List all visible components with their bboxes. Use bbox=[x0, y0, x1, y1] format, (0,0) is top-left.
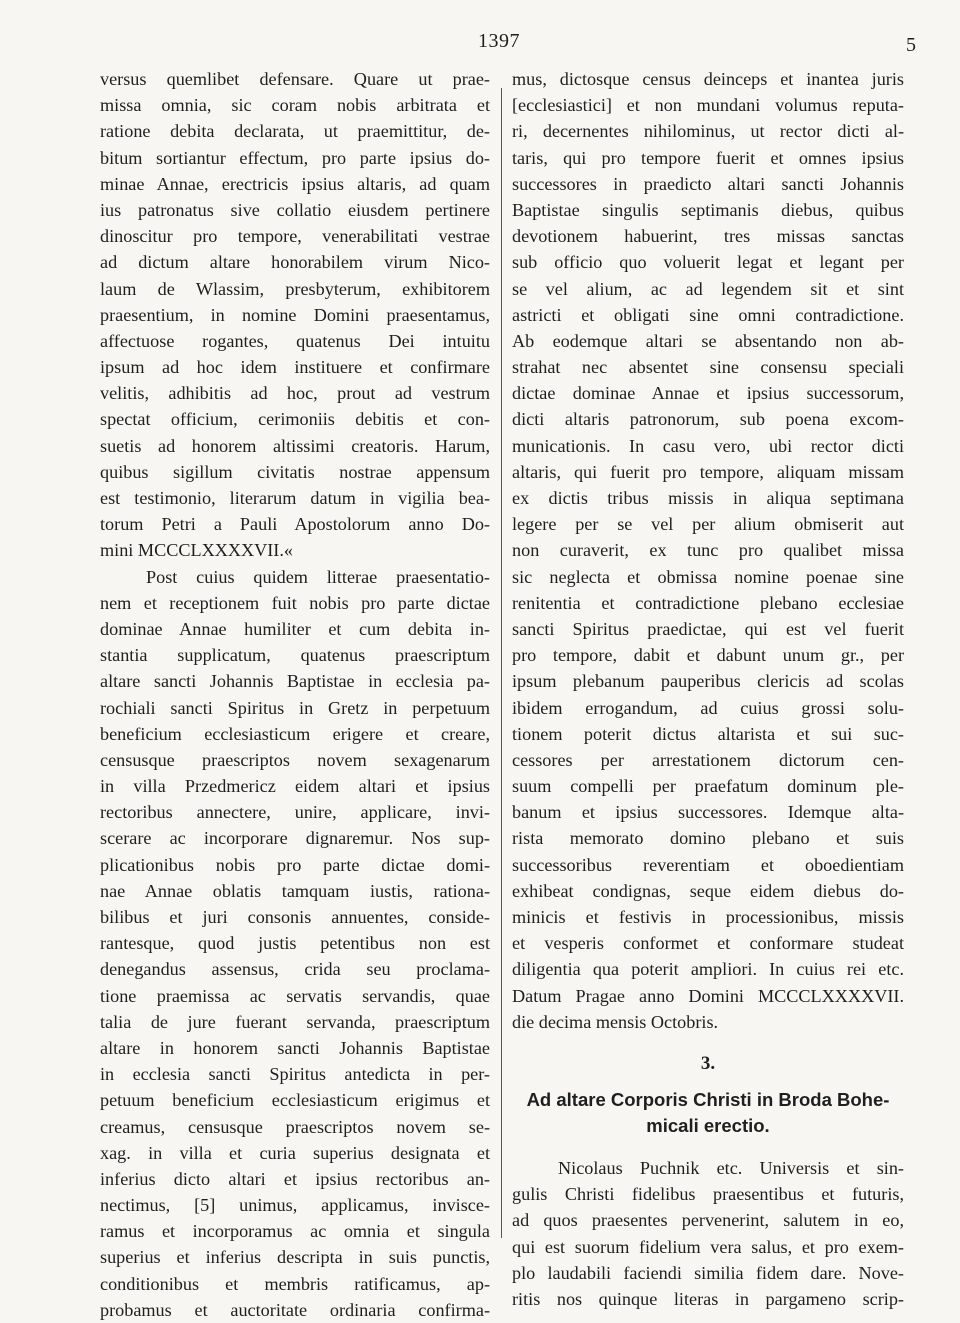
text-line: ipsum plebanum pauperibus clericis ad scolas bbox=[512, 671, 904, 692]
text-line: mus, dictosque census deinceps et inantea juris bbox=[512, 69, 904, 89]
text-line: talia de jure fuerant servanda, praescriptum bbox=[100, 1011, 490, 1032]
text-line: astricti et obligati sine omni contradictione. bbox=[512, 304, 904, 325]
text-line: nectimus, [5] unimus, applicamus, invisce- bbox=[100, 1195, 490, 1216]
text-line: altare sancti Johannis Baptistae in ecclesia pa- bbox=[100, 671, 490, 692]
text-line: plicationibus nobis pro parte dictae domi- bbox=[100, 854, 490, 875]
text-line: affectuose rogantes, quatenus Dei intuitu bbox=[100, 330, 490, 351]
text-line: censusque praescriptos novem sexagenarum bbox=[100, 749, 490, 770]
text-line: nae Annae oblatis tamquam iustis, rationa- bbox=[100, 880, 490, 901]
text-line: xag. in villa et curia superius designata et bbox=[100, 1142, 490, 1163]
left-column bbox=[100, 66, 490, 1323]
text-line: est testimonio, literarum datum in vigilia bea- bbox=[100, 488, 490, 508]
text-line: ratione debita declarata, ut praemittitur, de- bbox=[100, 121, 490, 142]
text-line: dictae dominae Annae et ipsius successorum, bbox=[512, 383, 904, 404]
text-line: velitis, adhibitis ad hoc, prout ad vestrum bbox=[100, 383, 490, 404]
text-line: scerare ac incorporare dignaremur. Nos sup- bbox=[100, 828, 490, 849]
text-line: rantesque, quod justis petentibus non est bbox=[100, 933, 490, 954]
text-line: dicti altaris patronorum, sub poena excom- bbox=[512, 409, 904, 430]
text-line: stantia supplicatum, quatenus praescriptum bbox=[100, 645, 490, 666]
right-column bbox=[512, 66, 904, 1312]
text-line: tione praemissa ac servatis servandis, quae bbox=[100, 985, 490, 1006]
text-line: altare in honorem sancti Johannis Baptistae bbox=[100, 1037, 490, 1058]
year-heading: 1397 bbox=[478, 30, 520, 52]
text-line: Ab eodemque altari se absentando non ab- bbox=[512, 330, 904, 351]
section-title-line-1: Ad altare Corporis Christi in Broda Bohe- bbox=[526, 1088, 890, 1110]
text-line: exhibeat condignas, seque eidem diebus do- bbox=[512, 880, 904, 901]
page-number: 5 bbox=[906, 34, 916, 56]
text-line: rochiali sancti Spiritus in Gretz in perpetuum bbox=[100, 697, 490, 718]
text-line: taris, qui pro tempore fuerit et omnes ipsius bbox=[512, 147, 904, 168]
text-line: missa omnia, sic coram nobis arbitrata et bbox=[100, 95, 490, 116]
text-line: laum de Wlassim, presbyterum, exhibitorem bbox=[100, 278, 490, 299]
text-line: Post cuius quidem litterae praesentatio- bbox=[146, 566, 490, 587]
left-paragraph-1 bbox=[100, 66, 490, 564]
text-line: altaris, qui fuerit pro tempore, aliquam missam bbox=[512, 461, 904, 482]
text-line: rista memorato domino plebano et suis bbox=[512, 828, 904, 849]
text-line: minicis et festivis in processionibus, missis bbox=[512, 907, 904, 927]
text-line: petuum beneficium ecclesiasticum erigimus et bbox=[100, 1090, 490, 1111]
text-line: legere per se vel per alium obmiserit aut bbox=[512, 514, 904, 535]
text-line: tionem poterit dictus altarista et sui suc- bbox=[512, 723, 904, 744]
text-line: successoribus reverentiam et oboedientiam bbox=[512, 854, 904, 875]
text-line: inferius dicto altari et ipsius rectoribus an- bbox=[100, 1168, 490, 1189]
text-line: die decima mensis Octobris. bbox=[512, 1011, 719, 1032]
text-line: se vel alium, ac ad legendem sit et sint bbox=[512, 278, 904, 299]
text-line: mini MCCCLXXXXVII.« bbox=[100, 540, 293, 561]
text-line: ex dictis tribus missis in aliqua septimana bbox=[512, 488, 904, 508]
section-number: 3. bbox=[700, 1052, 716, 1074]
text-line: suetis ad honorem altissimi creatoris. Harum, bbox=[100, 435, 490, 456]
text-line: rectoribus annectere, unire, applicare, invi- bbox=[100, 802, 490, 823]
text-line: in villa Przedmericz eidem altari et ipsius bbox=[100, 776, 490, 797]
text-line: nem et receptionem fuit nobis pro parte dictae bbox=[100, 592, 490, 613]
text-line: non curaverit, ex tunc pro qualibet missa bbox=[512, 540, 904, 561]
left-paragraph-2 bbox=[100, 564, 490, 1323]
text-line: ad dictum altare honorabilem virum Nico- bbox=[100, 252, 490, 273]
text-line: plo laudabili faciendi similia fidem dare. Nove- bbox=[512, 1262, 904, 1283]
text-line: dinoscitur pro tempore, venerabilitati vestrae bbox=[100, 226, 490, 247]
text-line: ipsum ad hoc idem instituere et confirmare bbox=[100, 357, 490, 378]
section-title bbox=[512, 1087, 904, 1139]
page-header bbox=[0, 30, 960, 60]
text-line: Nicolaus Puchnik etc. Universis et sin- bbox=[558, 1157, 904, 1178]
text-line: ritis nos quinque literas in pargameno scrip- bbox=[512, 1288, 904, 1309]
text-line: et vesperis conformet et conformare studeat bbox=[512, 933, 904, 954]
text-line: pro tempore, dabit et dabunt unum gr., per bbox=[512, 645, 904, 666]
text-line: sic neglecta et obmissa nomine poenae sine bbox=[512, 566, 904, 587]
text-line: suum compelli per praefatum dominum ple- bbox=[512, 776, 904, 797]
text-line: sancti Spiritus praedictae, qui est vel fuerit bbox=[512, 618, 904, 639]
text-line: devotionem habuerint, tres missas sanctas bbox=[512, 226, 904, 247]
text-line: cessores per arrestationem dictorum cen- bbox=[512, 749, 904, 770]
text-line: ibidem errogandum, ad cuius grossi solu- bbox=[512, 697, 904, 718]
text-line: praesentium, in nomine Domini praesentamus, bbox=[100, 304, 490, 325]
text-line: versus quemlibet defensare. Quare ut prae- bbox=[100, 69, 490, 89]
text-line: ramus et incorporamus ac omnia et singula bbox=[100, 1221, 490, 1242]
text-line: probamus et auctoritate ordinaria confirma- bbox=[100, 1299, 490, 1320]
text-line: bitum sortiantur effectum, pro parte ipsius do- bbox=[100, 147, 490, 168]
right-paragraph-1 bbox=[512, 66, 904, 1035]
text-line: ius patronatus sive collatio eiusdem pertinere bbox=[100, 199, 490, 220]
text-line: banum et ipsius successores. Idemque alta- bbox=[512, 802, 904, 823]
text-line: diligentia qua poterit ampliori. In cuius rei etc. bbox=[512, 959, 904, 980]
text-line: [ecclesiastici] et non mundani volumus reputa- bbox=[512, 95, 904, 116]
text-line: ad quos praesentes pervenerint, salutem in eo, bbox=[512, 1210, 904, 1231]
text-line: Baptistae singulis septimanis diebus, quibus bbox=[512, 199, 904, 220]
text-line: conditionibus et membris ratificamus, ap- bbox=[100, 1273, 490, 1294]
text-line: successores in praedicto altari sancti Johannis bbox=[512, 173, 904, 194]
text-line: municationis. In casu vero, ubi rector dicti bbox=[512, 435, 904, 456]
text-line: ri, decernentes nihilominus, ut rector dicti al- bbox=[512, 121, 904, 142]
text-line: dominae Annae humiliter et cum debita in- bbox=[100, 618, 490, 639]
text-line: qui est suorum fidelium vera salus, et pro exem- bbox=[512, 1236, 904, 1257]
text-line: in ecclesia sancti Spiritus antedicta in per- bbox=[100, 1064, 490, 1085]
text-line: beneficium ecclesiasticum erigere et creare, bbox=[100, 723, 490, 744]
column-divider bbox=[501, 88, 502, 1238]
text-line: quibus sigillum civitatis nostrae appensum bbox=[100, 461, 490, 482]
text-line: sub officio quo voluerit legat et legant per bbox=[512, 252, 904, 273]
text-line: strahat nec absentet sine consensu speciali bbox=[512, 357, 904, 378]
text-line: renitentia et contradictione plebano ecclesiae bbox=[512, 592, 904, 613]
section-title-line-2: micali erectio. bbox=[646, 1114, 770, 1136]
text-line: Datum Pragae anno Domini MCCCLXXXXVII. bbox=[512, 985, 904, 1006]
text-line: denegandus assensus, crida seu proclama- bbox=[100, 959, 490, 980]
text-line: torum Petri a Pauli Apostolorum anno Do- bbox=[100, 514, 490, 535]
text-line: spectat officium, cerimoniis debitis et con- bbox=[100, 409, 490, 430]
text-line: minae Annae, erectricis ipsius altaris, ad quam bbox=[100, 173, 490, 194]
text-line: bilibus et juri consonis annuentes, conside- bbox=[100, 907, 490, 927]
text-line: gulis Christi fidelibus praesentibus et futuris, bbox=[512, 1184, 904, 1205]
text-line: creamus, censusque praescriptos novem se- bbox=[100, 1116, 490, 1137]
right-paragraph-2 bbox=[512, 1155, 904, 1312]
text-line: superius et inferius descripta in suis punctis, bbox=[100, 1247, 490, 1268]
